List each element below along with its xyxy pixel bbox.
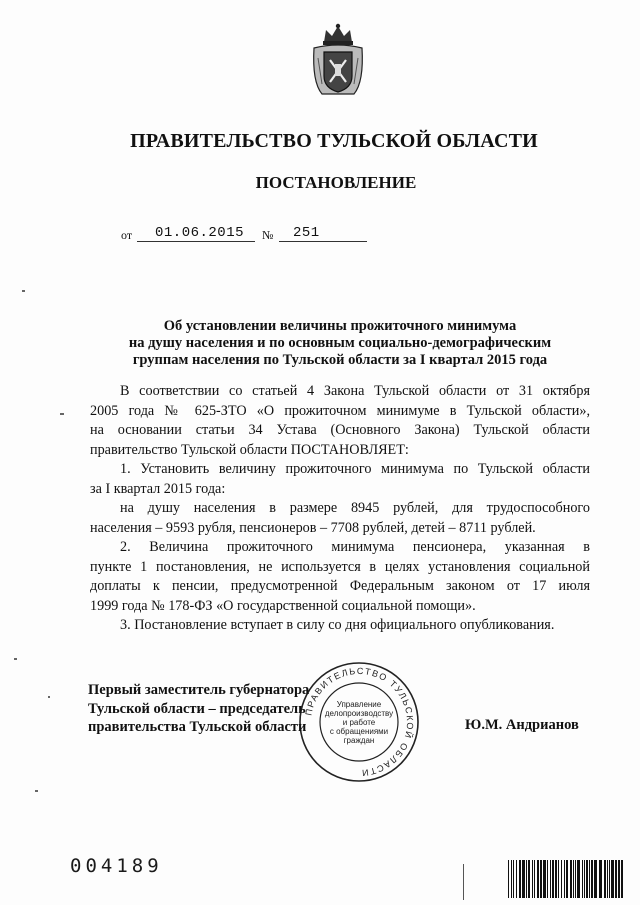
item-2-line-2: пункте 1 постановления, не используется в целях установления социальной (90, 558, 590, 575)
barcode-bar (519, 860, 521, 898)
stamp-line-1: Управление (336, 700, 382, 709)
barcode-bar (558, 860, 559, 898)
item-1-detail-line-2: населения – 9593 рубля, пенсионеров – 7708 рублей, детей – 8711 рублей. (90, 519, 536, 536)
item-1-detail-paragraph (90, 499, 590, 538)
barcode-bar (570, 860, 572, 898)
barcode-bar (599, 860, 602, 898)
barcode-bar (615, 860, 617, 898)
signer-title-line-2: Тульской области – председатель (88, 700, 306, 717)
item-2-line-3: доплаты к пенсии, предусмотренной Федеральным законом от 17 июля (90, 578, 590, 594)
item-2-line-1: 2. Величина прожиточного минимума пенсионера, указанная в (120, 539, 590, 555)
stamp-ring-text: ПРАВИТЕЛЬСТВО ТУЛЬСКОЙ ОБЛАСТИ (303, 665, 416, 779)
margin-line (463, 864, 464, 900)
signer-title-line-3: правительства Тульской области (88, 719, 307, 735)
barcode-bar (532, 860, 533, 898)
barcode-bar (534, 860, 535, 898)
stamp-line-2: делопроизводству (324, 709, 394, 718)
item-2-paragraph (90, 538, 590, 616)
barcode-bar (621, 860, 623, 898)
barcode (508, 860, 626, 898)
barcode-bar (589, 860, 590, 898)
document-type: ПОСТАНОВЛЕНИЕ (255, 173, 417, 192)
subject-line-3: группам населения по Тульской области за I квартал 2015 года (132, 352, 548, 368)
barcode-bar (540, 860, 542, 898)
barcode-bar (584, 860, 585, 898)
item-1-paragraph (90, 460, 590, 499)
barcode-bar (508, 860, 509, 898)
stamp-inner-text (322, 700, 396, 745)
scan-speck (60, 413, 64, 415)
document-body (90, 382, 590, 636)
barcode-bar (526, 860, 527, 898)
intro-paragraph (90, 382, 590, 460)
barcode-bar (547, 860, 548, 898)
item-1-line-1: 1. Установить величину прожиточного минимума по Тульской области (120, 461, 590, 477)
barcode-bar (573, 860, 574, 898)
number-value: 251 (293, 225, 320, 241)
date-label: от (121, 228, 133, 242)
barcode-bar (604, 860, 606, 898)
intro-line-2: 2005 года № 625-ЗТО «О прожиточном минимуме в Тульской области», (90, 402, 590, 419)
barcode-bar (511, 860, 512, 898)
intro-line-3: на основании статьи 34 Устава (Основного Закона) Тульской области (90, 422, 590, 438)
barcode-bar (607, 860, 608, 898)
barcode-bar (577, 860, 580, 898)
barcode-bar (566, 860, 568, 898)
barcode-bar (561, 860, 562, 898)
item-1-line-2: за I квартал 2015 года: (90, 480, 226, 497)
intro-line-1: В соответствии со статьей 4 Закона Тульской области от 31 октября (120, 383, 590, 399)
intro-line-4: правительство Тульской области ПОСТАНОВЛЯЕТ: (90, 441, 409, 458)
item-1-detail-line-1: на душу населения в размере 8945 рублей, для трудоспособного (120, 500, 590, 516)
barcode-bar (537, 860, 539, 898)
barcode-bar (591, 860, 593, 898)
stamp-line-3: и работе (342, 718, 376, 727)
barcode-bar (552, 860, 554, 898)
barcode-bar (513, 860, 514, 898)
serial-number: 004189 (70, 855, 163, 877)
scan-speck (48, 696, 50, 698)
barcode-bar (555, 860, 557, 898)
barcode-bar (594, 860, 597, 898)
date-number-line (121, 223, 381, 245)
number-underline (279, 241, 367, 242)
barcode-bar (550, 860, 551, 898)
barcode-bar (609, 860, 610, 898)
stamp-line-4: с обращениями (329, 727, 389, 736)
item-2-line-4: 1999 года № 178-ФЗ «О государственной социальной помощи». (90, 597, 476, 614)
subject-line-1: Об установлении величины прожиточного минимума (163, 318, 517, 334)
document-subject (70, 318, 610, 369)
barcode-bar (528, 860, 530, 898)
barcode-bar (586, 860, 588, 898)
signer-name: Ю.М. Андрианов (465, 717, 579, 733)
item-3-line: 3. Постановление вступает в силу со дня официального опубликования. (120, 617, 555, 633)
date-value: 01.06.2015 (155, 225, 245, 241)
stamp-line-5: граждан (343, 736, 375, 745)
coat-of-arms-emblem (308, 22, 368, 102)
signer-title-line-1: Первый заместитель губернатора (88, 682, 310, 698)
number-label: № (262, 228, 274, 242)
barcode-bar (543, 860, 546, 898)
scan-speck (35, 790, 38, 792)
barcode-bar (582, 860, 583, 898)
signer-title (88, 681, 309, 737)
item-3-paragraph (90, 616, 590, 636)
barcode-bar (611, 860, 614, 898)
scan-speck (22, 290, 25, 292)
scan-speck (14, 658, 17, 660)
government-title: ПРАВИТЕЛЬСТВО ТУЛЬСКОЙ ОБЛАСТИ (130, 130, 538, 152)
subject-line-2: на душу населения и по основным социально-демографическим (128, 335, 552, 351)
barcode-bar (516, 860, 517, 898)
barcode-bar (618, 860, 620, 898)
barcode-bar (575, 860, 576, 898)
date-underline (137, 241, 255, 242)
barcode-bar (522, 860, 525, 898)
barcode-bar (564, 860, 565, 898)
